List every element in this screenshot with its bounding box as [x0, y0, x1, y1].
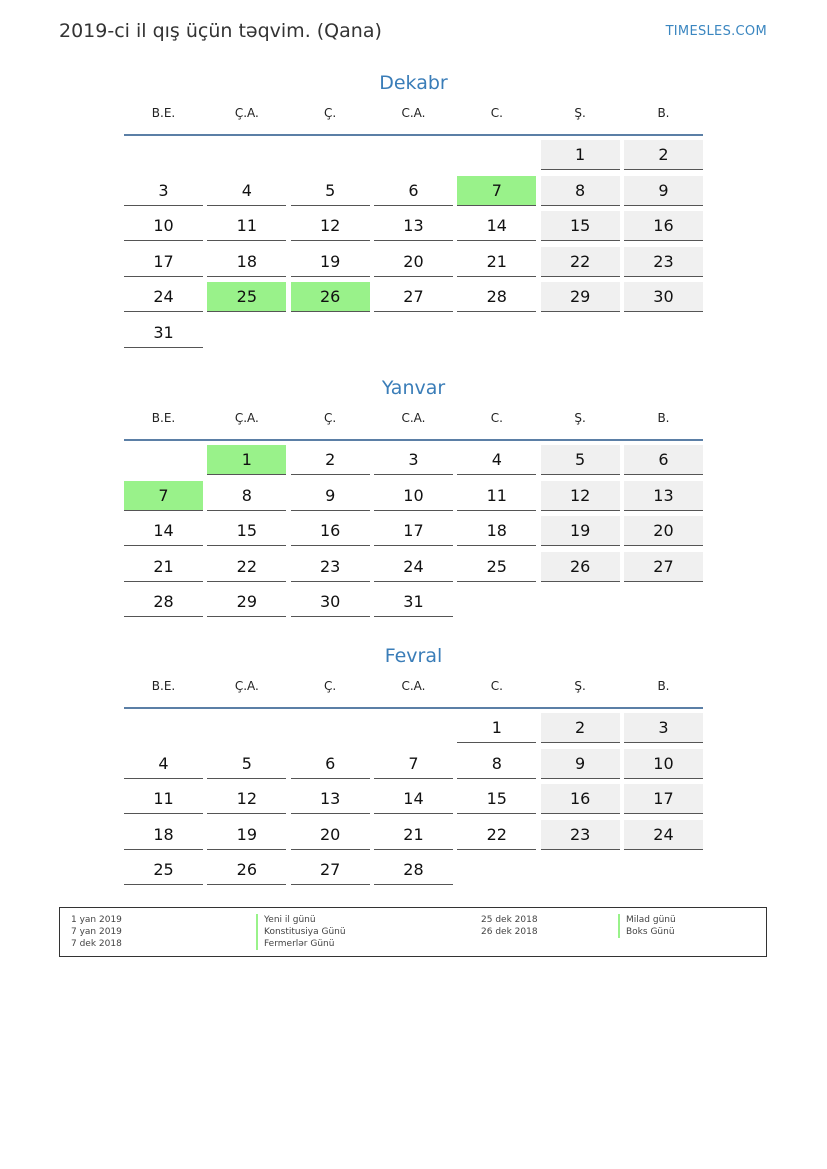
day-cell[interactable]: 11: [207, 211, 286, 241]
day-cell[interactable]: 25: [457, 552, 536, 582]
day-cell[interactable]: 17: [124, 247, 203, 277]
day-cell[interactable]: 18: [457, 516, 536, 546]
day-cell[interactable]: 24: [374, 552, 453, 582]
day-cell[interactable]: 22: [207, 552, 286, 582]
day-cell[interactable]: 6: [624, 445, 703, 475]
weekday-label: C.: [490, 106, 503, 120]
page-title: 2019-ci il qış üçün təqvim. (Qana): [59, 20, 382, 42]
day-cell[interactable]: 23: [624, 247, 703, 277]
day-cell[interactable]: 1: [541, 140, 620, 170]
day-cell[interactable]: 14: [124, 516, 203, 546]
legend-holiday-name: Fermerlər Günü: [256, 938, 334, 950]
day-cell[interactable]: 31: [124, 318, 203, 348]
day-cell[interactable]: 15: [541, 211, 620, 241]
weekday-label: B.E.: [151, 411, 176, 425]
empty-cell: [207, 140, 286, 170]
legend-date: 26 dek 2018: [481, 927, 538, 937]
month-name: Yanvar: [381, 377, 446, 399]
weekday-label: Ç.: [324, 106, 337, 120]
weekday-label: Ç.A.: [234, 106, 259, 120]
day-cell[interactable]: 16: [291, 516, 370, 546]
day-cell[interactable]: 5: [541, 445, 620, 475]
month-calendar-february: [124, 643, 703, 885]
day-cell[interactable]: 8: [457, 749, 536, 779]
day-cell[interactable]: 6: [374, 176, 453, 206]
day-cell[interactable]: 10: [624, 749, 703, 779]
day-cell[interactable]: 31: [374, 587, 453, 617]
holiday-day-cell[interactable]: 7: [457, 176, 536, 206]
day-cell[interactable]: 28: [457, 282, 536, 312]
legend-date: 25 dek 2018: [481, 915, 538, 925]
brand-link[interactable]: TIMESLES.COM: [665, 24, 767, 39]
month-name: Fevral: [384, 645, 443, 667]
day-cell[interactable]: 16: [541, 784, 620, 814]
day-cell[interactable]: 2: [624, 140, 703, 170]
month-calendar-december: [124, 70, 703, 348]
empty-cell: [291, 140, 370, 170]
day-cell[interactable]: 3: [624, 713, 703, 743]
weekday-header: [124, 679, 703, 701]
weekday-label: B.: [657, 106, 670, 120]
weekday-label: Ş.: [574, 411, 586, 425]
day-cell[interactable]: 22: [457, 820, 536, 850]
empty-cell: [457, 140, 536, 170]
empty-cell: [124, 713, 203, 743]
day-grid: [124, 713, 703, 885]
holiday-day-cell[interactable]: 7: [124, 481, 203, 511]
weekday-label: C.: [490, 411, 503, 425]
header-rule: [124, 439, 703, 441]
weekday-label: C.A.: [401, 411, 426, 425]
legend-date: 1 yan 2019: [71, 915, 122, 925]
day-cell[interactable]: 8: [207, 481, 286, 511]
day-cell[interactable]: 21: [374, 820, 453, 850]
day-cell[interactable]: 17: [624, 784, 703, 814]
day-grid: [124, 140, 703, 348]
day-cell[interactable]: 29: [207, 587, 286, 617]
holiday-day-cell[interactable]: 26: [291, 282, 370, 312]
day-cell[interactable]: 13: [624, 481, 703, 511]
empty-cell: [374, 713, 453, 743]
day-cell[interactable]: 5: [207, 749, 286, 779]
weekday-header: [124, 106, 703, 128]
day-cell[interactable]: 22: [541, 247, 620, 277]
day-grid: [124, 445, 703, 617]
weekday-label: B.E.: [151, 679, 176, 693]
day-cell[interactable]: 25: [124, 855, 203, 885]
day-cell[interactable]: 18: [124, 820, 203, 850]
day-cell[interactable]: 9: [291, 481, 370, 511]
holiday-day-cell[interactable]: 25: [207, 282, 286, 312]
day-cell[interactable]: 14: [457, 211, 536, 241]
weekday-label: Ç.: [324, 411, 337, 425]
weekday-header: [124, 411, 703, 433]
day-cell[interactable]: 12: [207, 784, 286, 814]
legend-date: 7 yan 2019: [71, 927, 122, 937]
day-cell[interactable]: 2: [541, 713, 620, 743]
weekday-label: Ç.A.: [234, 411, 259, 425]
day-cell[interactable]: 9: [541, 749, 620, 779]
day-cell[interactable]: 21: [124, 552, 203, 582]
legend-holiday-name: Boks Günü: [618, 926, 675, 938]
day-cell[interactable]: 1: [457, 713, 536, 743]
day-cell[interactable]: 28: [124, 587, 203, 617]
day-cell[interactable]: 18: [207, 247, 286, 277]
empty-cell: [124, 445, 203, 475]
day-cell[interactable]: 17: [374, 516, 453, 546]
day-cell[interactable]: 23: [541, 820, 620, 850]
day-cell[interactable]: 10: [124, 211, 203, 241]
weekday-label: B.E.: [151, 106, 176, 120]
header-rule: [124, 707, 703, 709]
weekday-label: Ş.: [574, 106, 586, 120]
holiday-legend: [59, 907, 767, 957]
empty-cell: [291, 713, 370, 743]
day-cell[interactable]: 4: [207, 176, 286, 206]
day-cell[interactable]: 24: [124, 282, 203, 312]
day-cell[interactable]: 7: [374, 749, 453, 779]
day-cell[interactable]: 16: [624, 211, 703, 241]
day-cell[interactable]: 11: [124, 784, 203, 814]
day-cell[interactable]: 19: [541, 516, 620, 546]
empty-cell: [124, 140, 203, 170]
day-cell[interactable]: 3: [374, 445, 453, 475]
day-cell[interactable]: 12: [291, 211, 370, 241]
weekday-label: C.: [490, 679, 503, 693]
day-cell[interactable]: 15: [207, 516, 286, 546]
day-cell[interactable]: 20: [624, 516, 703, 546]
day-cell[interactable]: 3: [124, 176, 203, 206]
day-cell[interactable]: 6: [291, 749, 370, 779]
weekday-label: C.A.: [401, 679, 426, 693]
day-cell[interactable]: 14: [374, 784, 453, 814]
legend-holiday-name: Milad günü: [618, 914, 676, 926]
day-cell[interactable]: 12: [541, 481, 620, 511]
legend-holiday-name: Konstitusiya Günü: [256, 926, 346, 938]
day-cell[interactable]: 19: [207, 820, 286, 850]
day-cell[interactable]: 4: [124, 749, 203, 779]
day-cell[interactable]: 2: [291, 445, 370, 475]
day-cell[interactable]: 26: [207, 855, 286, 885]
weekday-label: B.: [657, 411, 670, 425]
day-cell[interactable]: 24: [624, 820, 703, 850]
day-cell[interactable]: 27: [374, 282, 453, 312]
day-cell[interactable]: 20: [291, 820, 370, 850]
day-cell[interactable]: 20: [374, 247, 453, 277]
weekday-label: Ş.: [574, 679, 586, 693]
legend-date: 7 dek 2018: [71, 939, 122, 949]
day-cell[interactable]: 11: [457, 481, 536, 511]
legend-holiday-name: Yeni il günü: [256, 914, 316, 926]
day-cell[interactable]: 13: [291, 784, 370, 814]
header-rule: [124, 134, 703, 136]
day-cell[interactable]: 10: [374, 481, 453, 511]
day-cell[interactable]: 27: [624, 552, 703, 582]
month-name: Dekabr: [379, 72, 448, 94]
day-cell[interactable]: 19: [291, 247, 370, 277]
day-cell[interactable]: 29: [541, 282, 620, 312]
day-cell[interactable]: 28: [374, 855, 453, 885]
day-cell[interactable]: 8: [541, 176, 620, 206]
day-cell[interactable]: 30: [624, 282, 703, 312]
day-cell[interactable]: 23: [291, 552, 370, 582]
weekday-label: B.: [657, 679, 670, 693]
day-cell[interactable]: 30: [291, 587, 370, 617]
day-cell[interactable]: 21: [457, 247, 536, 277]
weekday-label: Ç.: [324, 679, 337, 693]
empty-cell: [207, 713, 286, 743]
empty-cell: [374, 140, 453, 170]
day-cell[interactable]: 4: [457, 445, 536, 475]
day-cell[interactable]: 15: [457, 784, 536, 814]
day-cell[interactable]: 9: [624, 176, 703, 206]
day-cell[interactable]: 5: [291, 176, 370, 206]
weekday-label: Ç.A.: [234, 679, 259, 693]
day-cell[interactable]: 26: [541, 552, 620, 582]
holiday-day-cell[interactable]: 1: [207, 445, 286, 475]
weekday-label: C.A.: [401, 106, 426, 120]
day-cell[interactable]: 27: [291, 855, 370, 885]
day-cell[interactable]: 13: [374, 211, 453, 241]
month-calendar-january: [124, 375, 703, 617]
